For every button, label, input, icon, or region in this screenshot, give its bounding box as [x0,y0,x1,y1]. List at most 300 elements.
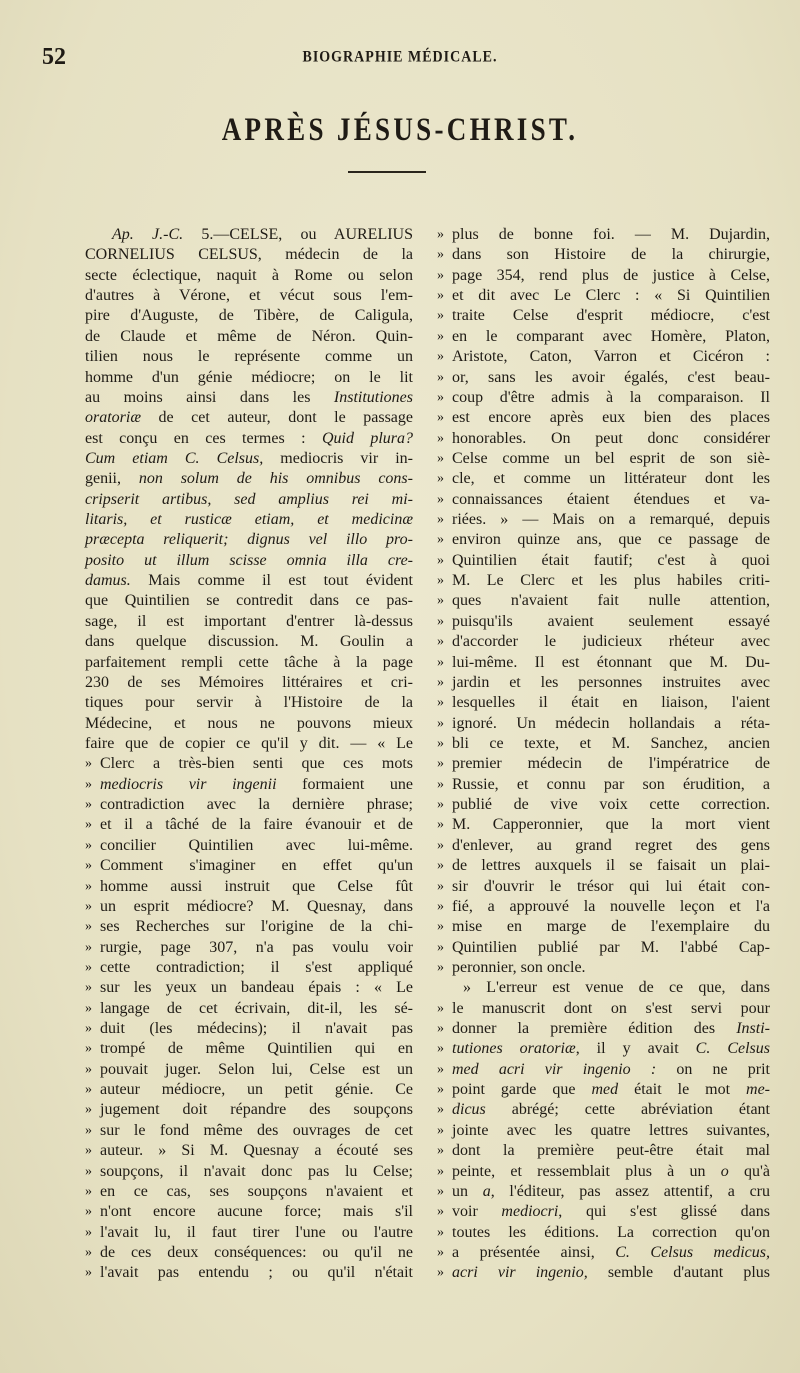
quote-mark: » [437,756,444,772]
text-line [85,754,413,774]
text-line [85,286,413,306]
line-text [100,1223,413,1243]
line-text [85,429,413,449]
line-text [100,1182,413,1202]
line-text [100,1080,413,1100]
text-run: M. Le Clerc et les plus habiles criti- [452,572,770,590]
quote-mark: » [437,430,444,446]
text-run: auteur. » Si M. Quesnay a écouté ses [100,1142,413,1160]
text-run: Russie, et connu par son érudition, a [452,775,770,793]
text-line [85,551,413,571]
text-run: tilien nous le représente comme un [85,348,413,366]
line-text [452,897,770,917]
text-line [85,490,413,510]
italic-text: damus. [85,572,131,590]
quote-mark: » [85,1143,92,1159]
quote-mark: » [437,1163,444,1179]
quote-mark: » [437,1265,444,1281]
text-line [85,306,413,326]
text-line [85,388,413,408]
text-line [437,225,770,245]
line-text [452,958,770,978]
text-line [85,510,413,530]
italic-text: mediocris vir ingenii [100,775,277,793]
text-run: dans quelque discussion. M. Goulin a [85,633,413,651]
text-run: , l'éditeur, pas assez attentif, a cru [490,1182,771,1200]
text-line [437,388,770,408]
line-text [452,490,770,510]
quote-mark: » [85,1021,92,1037]
line-text [452,734,770,754]
text-line [85,795,413,815]
line-text [452,368,770,388]
text-line [437,449,770,469]
text-line [437,897,770,917]
text-line [437,591,770,611]
line-text [85,368,413,388]
quote-mark: » [437,1000,444,1016]
text-line [437,571,770,591]
text-run: au moins ainsi dans les [85,388,334,406]
text-run: secte éclectique, naquit à Rome ou selon [85,266,413,284]
text-line [437,408,770,428]
italic-text: C. Celsus medicus, [615,1243,770,1261]
quote-mark: » [85,898,92,914]
line-text [85,306,413,326]
text-run: peinte, et ressemblait plus à un [452,1162,721,1180]
text-run: page 354, rend plus de justice à Celse, [452,266,770,284]
text-run: de lettres auxquels il se faisait un plai- [452,857,770,875]
text-run: et dit avec Le Clerc : « Si Quintilien [452,287,770,305]
italic-text: oratoriæ [85,409,142,427]
text-run: lesquelles il était en liaison, l'aient [452,694,770,712]
text-line [437,429,770,449]
line-text [85,693,413,713]
text-line [85,856,413,876]
quote-mark: » [85,1183,92,1199]
text-run: publié de vive voix cette correction. [452,796,770,814]
line-text [85,469,413,489]
text-line [437,632,770,652]
text-run: or, sans les avoir égalés, c'est beau- [452,368,770,386]
italic-text: tutiones oratoriæ [452,1040,576,1058]
quote-mark: » [437,654,444,670]
text-run: voir [452,1203,502,1221]
quote-mark: » [85,919,92,935]
text-run: formaient une [276,775,414,793]
line-text [100,938,413,958]
quote-mark: » [85,980,92,996]
text-line [437,1019,770,1039]
text-run: connaissances étaient étendues et va- [452,490,770,508]
text-line [437,306,770,326]
line-text [85,388,413,408]
quote-mark: » [437,349,444,365]
text-line [85,1121,413,1141]
text-run: ignoré. Un médecin hollandais a réta- [452,714,770,732]
line-text [452,286,770,306]
italic-text: me- [746,1081,770,1099]
line-text [100,1060,413,1080]
text-run: riées. » — Mais on a remarqué, depuis [452,511,770,529]
text-line [437,347,770,367]
text-line [85,938,413,958]
text-line [85,1162,413,1182]
italic-text: Ap. J.-C. [112,226,184,243]
italic-text: acri vir ingenio, [452,1264,588,1282]
text-line [85,1223,413,1243]
line-text [452,1060,770,1080]
line-text [100,1141,413,1161]
line-text [100,836,413,856]
quote-mark: » [85,1265,92,1281]
text-line [437,490,770,510]
line-text [452,754,770,774]
text-line [85,245,413,265]
quote-mark: » [437,410,444,426]
italic-text: posito ut illum scisse omnia illa cre- [85,551,413,569]
line-text [85,286,413,306]
text-run: dont la première peut-être était mal [452,1142,770,1160]
text-run: puisqu'ils avaient seulement essayé [452,612,770,630]
divider-rule [348,171,426,173]
quote-mark: » [437,613,444,629]
quote-mark: » [437,227,444,242]
text-run: est conçu en ces termes : [85,429,322,447]
text-line [437,795,770,815]
text-line [437,327,770,347]
text-run: dans son Histoire de la chirurgie, [452,246,770,264]
quote-mark: » [437,898,444,914]
line-text [100,877,413,897]
line-text [452,469,770,489]
text-line [437,551,770,571]
text-line [437,612,770,632]
text-run: fié, a approuvé la nouvelle leçon et l'a [452,897,770,915]
text-line [85,429,413,449]
italic-text: Cum etiam C. Celsus, [85,449,264,467]
text-line [85,1019,413,1039]
line-text [100,815,413,835]
text-run: CORNELIUS CELSUS, médecin de la [85,246,413,264]
quote-mark: » [437,1183,444,1199]
text-run: abrégé; cette abréviation étant [485,1101,770,1119]
line-text [100,917,413,937]
text-line [437,938,770,958]
line-text [452,1162,770,1182]
line-text [452,225,770,245]
quote-mark: » [437,532,444,548]
quote-mark: » [85,1224,92,1240]
line-text [452,1019,770,1039]
quote-mark: » [437,1041,444,1057]
line-text [85,327,413,347]
text-run: de Claude et même de Néron. Quin- [85,327,413,345]
text-line [437,653,770,673]
text-line [85,591,413,611]
text-line [85,693,413,713]
text-run: rurgie, page 307, n'a pas voulu voir [100,938,413,956]
text-run: mise en marge de l'exemplaire du [452,918,770,936]
quote-mark: » [437,1224,444,1240]
quote-mark: » [437,878,444,894]
text-line [437,754,770,774]
text-run: jardin et les personnes instruites avec [452,673,770,691]
text-line [85,327,413,347]
text-line [85,571,413,591]
italic-text: med acri vir ingenio : [452,1060,657,1078]
text-run: est encore après eux bien des places [452,409,770,427]
quote-mark: » [437,858,444,874]
text-run: concilier Quintilien avec lui-même. [100,836,413,854]
line-text [85,653,413,673]
text-run: sur les yeux un bandeau épais : « Le [100,979,413,997]
left-column [85,225,413,1284]
quote-mark: » [85,858,92,874]
italic-text: Quid plura? [321,429,413,447]
line-text [452,612,770,632]
text-line [85,530,413,550]
italic-text: cripserit artibus, sed amplius rei mi- [85,490,413,508]
text-run: , qui s'est glissé dans [558,1203,770,1221]
line-text [452,856,770,876]
line-text [100,775,413,795]
text-line [85,775,413,795]
line-text [100,1202,413,1222]
line-text [452,510,770,530]
line-text [452,327,770,347]
text-line [85,408,413,428]
line-text [100,795,413,815]
text-run: en ce cas, ses soupçons n'avaient et [100,1182,413,1200]
quote-mark: » [85,1204,92,1220]
italic-text: mediocri [501,1203,559,1221]
text-run: coup d'être admis à la comparaison. Il [452,388,770,406]
text-run: Quintilien publié par M. l'abbé Cap- [452,938,770,956]
text-run: honorables. On peut donc considérer [452,429,770,447]
text-line [437,815,770,835]
text-line [437,1100,770,1120]
quote-mark: » [437,308,444,324]
text-line [85,1243,413,1263]
text-line [85,917,413,937]
line-text [452,551,770,571]
line-text [452,388,770,408]
quote-mark: » [437,959,444,975]
text-run: que Quintilien se contredit dans ce pas- [85,592,413,610]
quote-mark: » [437,573,444,589]
text-run: plus de bonne foi. — M. Dujardin, [452,226,770,243]
text-line [437,958,770,978]
line-text [100,1100,413,1120]
line-text [85,551,413,571]
text-run: » L'erreur est venue de ce que, dans [463,979,770,997]
text-run: toutes les éditions. La correction qu'on [452,1223,770,1241]
text-line [437,266,770,286]
text-line [85,1060,413,1080]
line-text [452,1100,770,1120]
text-line [85,632,413,652]
running-head: BIOGRAPHIE MÉDICALE. [302,48,498,67]
quote-mark: » [85,1000,92,1016]
quote-mark: » [437,776,444,792]
line-text [85,266,413,286]
quote-mark: » [85,776,92,792]
text-line [85,1182,413,1202]
text-run: parfaitement rempli cette tâche à la page [85,653,413,671]
quote-mark: » [85,1102,92,1118]
text-line [437,1060,770,1080]
line-text [85,449,413,469]
text-run: de ces deux conséquences: ou qu'il ne [100,1243,413,1261]
text-run: mediocris vir in- [263,449,413,467]
line-text [452,917,770,937]
text-line [85,1263,413,1283]
text-run: donner la première édition des [452,1020,737,1038]
text-run: point garde que [452,1081,592,1099]
quote-mark: » [437,389,444,405]
text-line [85,1100,413,1120]
text-run: jointe avec les quatre lettres suivantes, [452,1121,770,1139]
text-run: peronnier, son oncle. [452,958,586,976]
quote-mark: » [437,552,444,568]
text-line [437,1243,770,1263]
text-run: langage de cet écrivain, dit-il, les sé- [100,999,413,1017]
text-line [85,897,413,917]
line-text [452,571,770,591]
text-run: et il a tâché de la faire évanouir et de [100,816,413,834]
text-run: Médecine, et nous ne pouvons mieux [85,714,413,732]
quote-mark: » [437,1204,444,1220]
line-text [452,1121,770,1141]
line-text [452,775,770,795]
line-text [100,978,413,998]
quote-mark: » [437,695,444,711]
quote-mark: » [437,450,444,466]
line-text [452,632,770,652]
quote-mark: » [437,715,444,731]
line-text [452,693,770,713]
line-text [100,1162,413,1182]
text-line [85,958,413,978]
quote-mark: » [437,1061,444,1077]
line-text [452,795,770,815]
line-text [452,306,770,326]
line-text [452,266,770,286]
text-run: l'avait pas entendu ; ou qu'il n'était [100,1264,413,1282]
text-run: ques n'avaient fait nulle attention, [452,592,770,610]
text-line [85,999,413,1019]
line-text [452,714,770,734]
line-text [100,1263,413,1283]
quote-mark: » [437,735,444,751]
text-run: d'accorder le judicieux rhéteur avec [452,633,770,651]
line-text [85,632,413,652]
text-run: homme d'un génie médiocre; on le lit [85,368,413,386]
quote-mark: » [85,817,92,833]
quote-mark: » [85,1163,92,1179]
text-line [437,836,770,856]
quote-mark: » [437,674,444,690]
italic-text: præcepta reliquerit; dignus vel illo pro- [85,531,413,549]
text-run: pouvait juger. Selon lui, Celse est un [100,1060,413,1078]
quote-mark: » [437,939,444,955]
line-text [100,856,413,876]
text-line [437,775,770,795]
text-line [437,286,770,306]
text-run: Comment s'imaginer en effet qu'un [100,857,413,875]
quote-mark: » [437,593,444,609]
quote-mark: » [437,1122,444,1138]
line-text [112,225,413,245]
text-run: sur le fond même des ouvrages de cet [100,1121,413,1139]
quote-mark: » [85,939,92,955]
italic-text: Insti- [736,1020,770,1038]
text-run: d'autres à Vérone, et vécut sous l'em- [85,287,413,305]
line-text [100,958,413,978]
line-text [452,1263,770,1283]
quote-mark: » [437,919,444,935]
text-run: homme aussi instruit que Celse fût [100,877,413,895]
text-run: le manuscrit dont on s'est servi pour [452,999,770,1017]
page-number: 52 [42,44,66,70]
line-text [452,347,770,367]
text-line [85,815,413,835]
quote-mark: » [85,1122,92,1138]
line-text [452,530,770,550]
text-line [437,978,770,998]
line-text [85,714,413,734]
text-run: Celse comme un bel esprit de son siè- [452,449,770,467]
text-run: 230 de ses Mémoires littéraires et cri- [85,673,413,691]
line-text [452,408,770,428]
right-column [437,225,770,1284]
text-line [85,1202,413,1222]
text-run: jugement doit répandre des soupçons [100,1101,413,1119]
line-text [85,530,413,550]
text-line [437,1202,770,1222]
text-run: duit (les médecins); il n'avait pas [100,1020,413,1038]
text-run: bli ce texte, et M. Sanchez, ancien [452,734,770,752]
text-line [437,368,770,388]
line-text [85,510,413,530]
quote-mark: » [437,817,444,833]
text-run: Quintilien était fautif; c'est à quoi [452,551,770,569]
text-line [437,693,770,713]
text-line [437,469,770,489]
line-text [452,673,770,693]
line-text [85,245,413,265]
line-text [452,815,770,835]
quote-mark: » [85,1061,92,1077]
text-run: un [452,1182,483,1200]
text-line [85,1080,413,1100]
text-run: semble d'autant plus [587,1264,770,1282]
italic-text: o [720,1162,729,1180]
quote-mark: » [437,491,444,507]
text-line [85,673,413,693]
quote-mark: » [437,288,444,304]
quote-mark: » [437,797,444,813]
line-text [452,449,770,469]
text-line [437,1080,770,1100]
text-run: qu'à [728,1162,771,1180]
quote-mark: » [85,756,92,772]
text-line [437,1141,770,1161]
quote-mark: » [437,1244,444,1260]
text-run: l'avait lu, il faut tirer l'une ou l'autre [100,1223,413,1241]
text-line [85,978,413,998]
